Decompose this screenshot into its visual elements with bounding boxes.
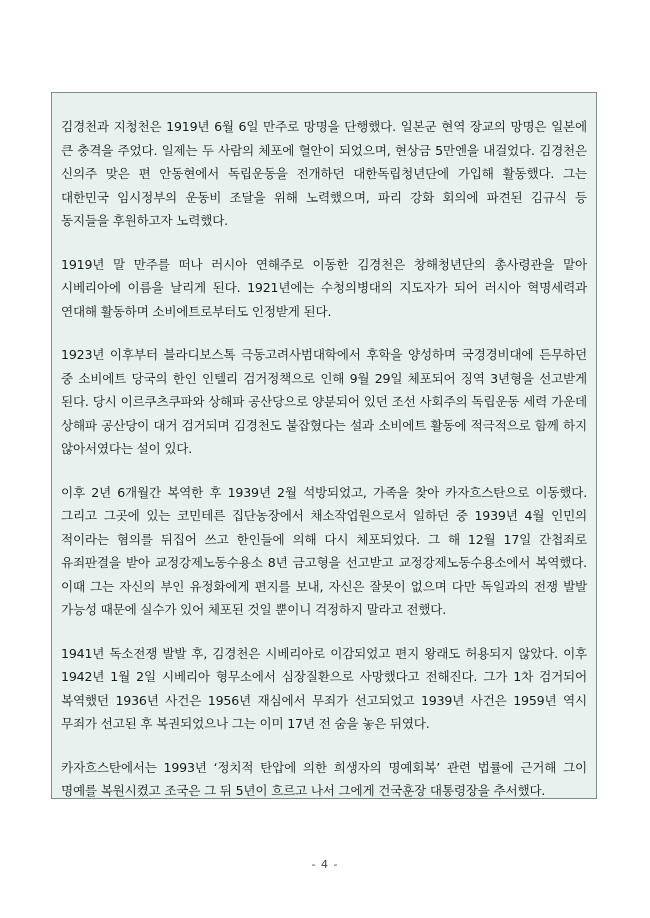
page-number: - 4 - xyxy=(311,858,339,871)
paragraph-2: 1919년 말 만주를 떠나 러시아 연해주로 이동한 김경천은 창해청년단의 총사령관을 맡아 시베리아에 이름을 날리게 된다. 1921년에는 수청의병대의 지도자가 되어 러시아 혁명세력과 연대해 활동하며 소비에트로부터도 인정받게 된다. xyxy=(61,256,587,319)
paragraph-6: 카자흐스탄에서는 1993년 ‘정치적 탄압에 의한 희생자의 명예회복’ 관련 법률에 근거해 그이 명예를 복원시켰고 조국은 그 뒤 5년이 흐르고 나서 그에게 건국훈장 대통령장을 추서했다. xyxy=(61,759,587,798)
paragraph-5: 1941년 독소전쟁 발발 후, 김경천은 시베리아로 이감되었고 편지 왕래도 허용되지 않았다. 이후 1942년 1월 2일 시베리아 형무소에서 심장질환으로 사망했다고 전해진다. 그가 1차 검거되어 복역했던 1936년 사건은 1956년 재심에서 무죄가 선고되었고 1939년 사건은 1959년 역시 무죄가 선고된 후 복권되었으나 그는 이미 17년 전 숨을 놓은 뒤였다. xyxy=(61,645,587,731)
paragraph-1: 김경천과 지청천은 1919년 6월 6일 만주로 망명을 단행했다. 일본군 현역 장교의 망명은 일본에 큰 충격을 주었다. 일제는 두 사람의 체포에 혈안이 되었으며, 현상금 5만엔을 내걸었다. 김경천은 신의주 맞은 편 안동현에서 독립운동을 전개하던 대한독립청년단에 가입해 활동했다. 그는 대한민국 임시정부의 운동비 조달을 위해 노력했으며, 파리 강화 회의에 파견된 김규식 등 동지들을 후원하고자 노력했다. xyxy=(61,119,587,228)
paragraph-3: 1923년 이후부터 블라디보스톡 극동고려사범대학에서 후학을 양성하며 국경경비대에 든무하던 중 소비에트 당국의 한인 인텔리 검거정책으로 인해 9월 29일 체포되어 징역 3년형을 선고받게 된다. 당시 이르쿠츠쿠파와 상해파 공산당으로 양분되어 있던 조선 사회주의 독립운동 세력 가운데 상해파 공산당이 대거 검거되며 김경천도 붙잡혔다는 설과 소비에트 활동에 적극적으로 함께 하지 않아서였다는 설이 있다. xyxy=(61,347,587,456)
text-box xyxy=(51,92,597,799)
paragraph-4: 이후 2년 6개월간 복역한 후 1939년 2월 석방되었고, 가족을 찾아 카자흐스탄으로 이동했다. 그리고 그곳에 있는 코민테른 집단농장에서 채소작업원으로서 일하던 중 1939년 4월 인민의 적이라는 혐의를 뒤집어 쓰고 한인들에 의해 다시 체포되었다. 그 해 12월 17일 간첩죄로 유죄판결을 받아 교정강제노동수용소 8년 금고형을 선고받고 교정강제노동수용소에서 복역했다. 이때 그는 자신의 부인 유정화에게 편지를 보내, 자신은 잘못이 없으며 다만 독일과의 전쟁 발발 가능성 때문에 실수가 있어 체포된 것일 뿐이니 걱정하지 말라고 전했다. xyxy=(61,484,587,617)
